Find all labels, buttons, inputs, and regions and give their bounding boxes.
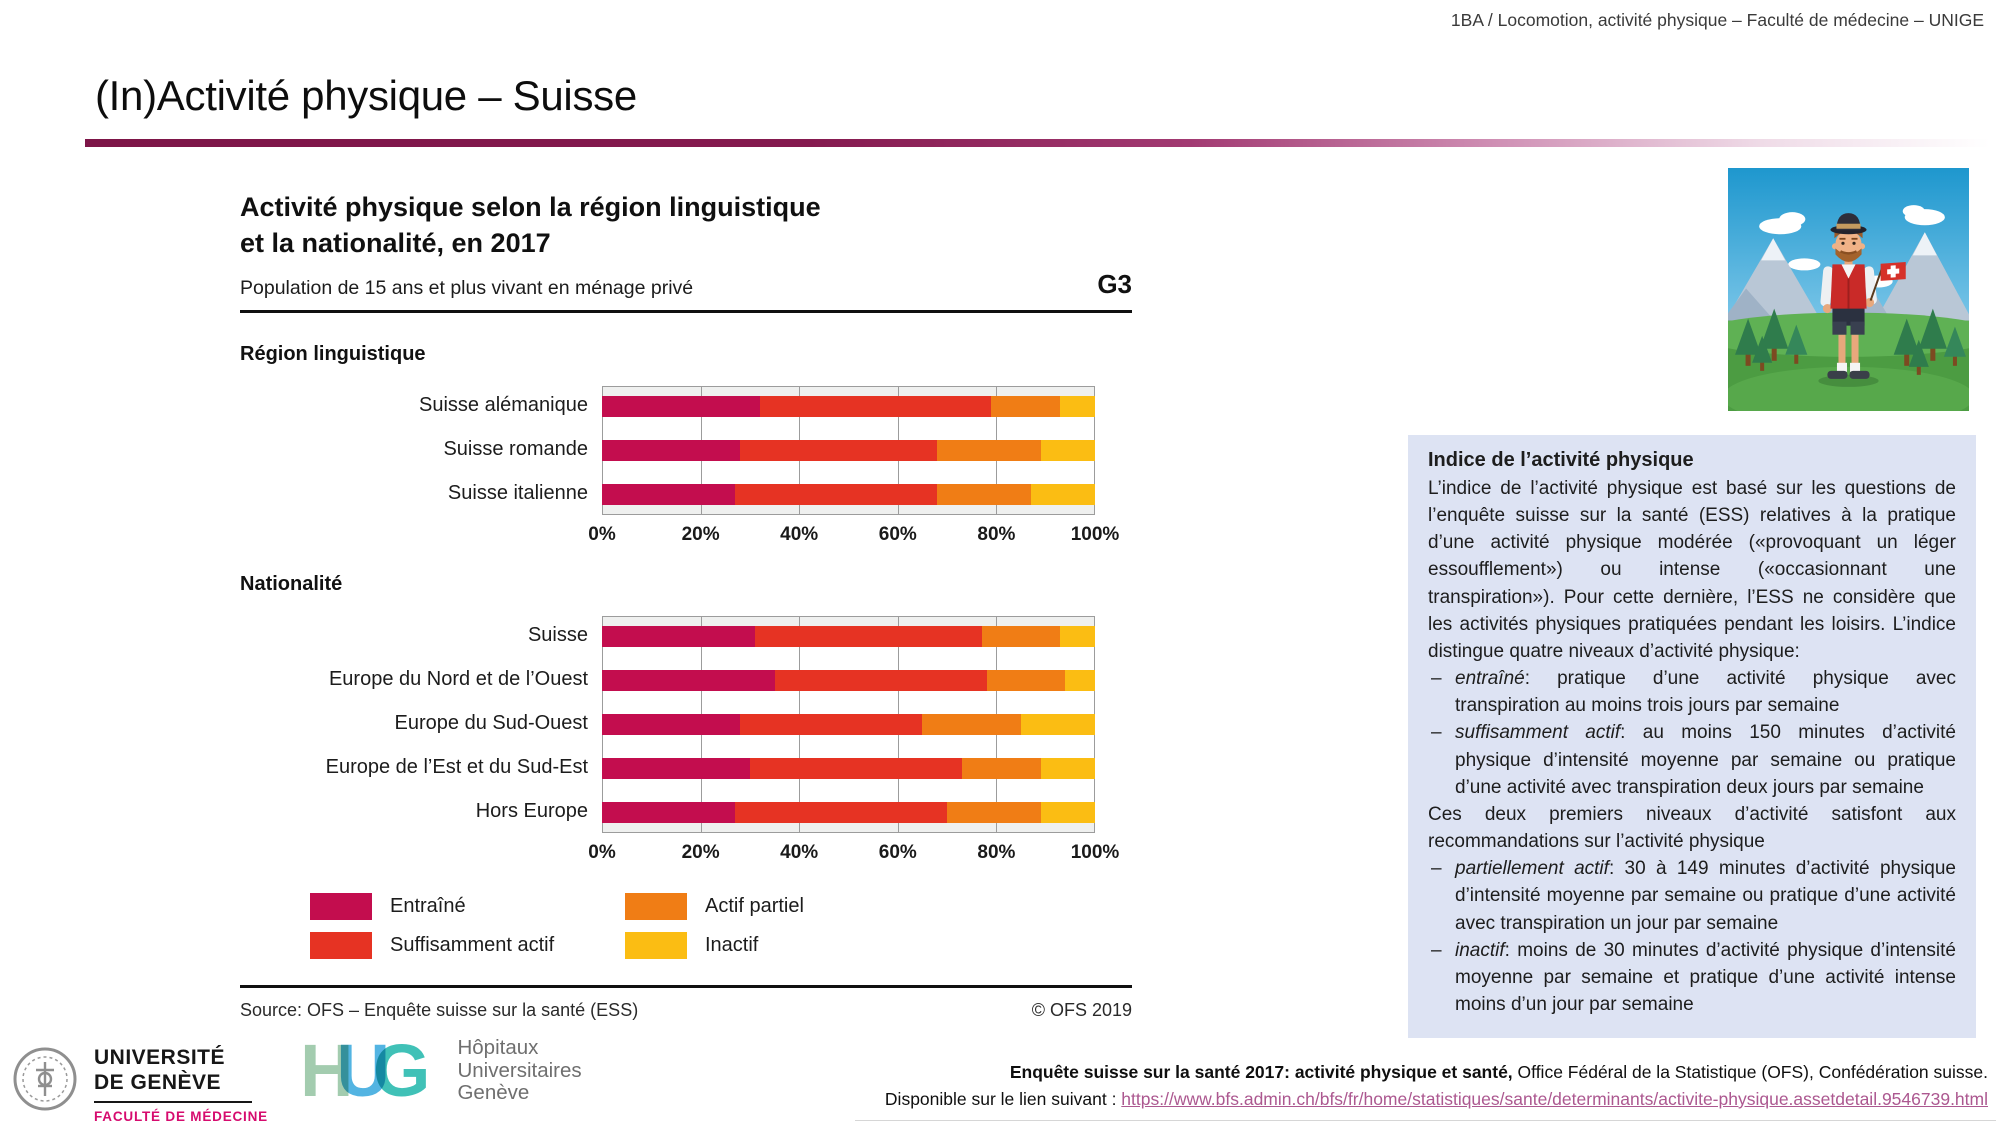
bar-segment: [602, 802, 735, 823]
figure-title-line2: et la nationalité, en 2017: [240, 227, 551, 258]
stacked-bar: [602, 802, 1095, 823]
bar-category-label: Suisse alémanique: [419, 394, 588, 417]
legend-swatch: [625, 932, 687, 959]
course-header-label: 1BA / Locomotion, activité physique – Faculté de médecine – UNIGE: [1450, 10, 1984, 30]
chart-plot-area: [602, 386, 1095, 515]
group-title-nationalite: Nationalité: [240, 573, 343, 596]
bar-segment: [602, 396, 760, 417]
unige-faculty-label: FACULTÉ DE MÉDECINE: [94, 1108, 268, 1124]
figure-copyright: © OFS 2019: [1031, 1000, 1132, 1021]
stacked-bar: [602, 670, 1095, 691]
axis-tick-label: 60%: [878, 524, 917, 546]
hug-text-line2: Universitaires: [457, 1058, 582, 1082]
citation-link[interactable]: https://www.bfs.admin.ch/bfs/fr/home/statistiques/sante/determinants/activite-physique.assetdetail.9546739.html: [1121, 1088, 1988, 1109]
stacked-bar: [602, 484, 1095, 505]
unige-name-line2: DE GENÈVE: [94, 1070, 222, 1094]
axis-tick-label: 40%: [780, 842, 819, 864]
hug-text-line3: Genève: [457, 1081, 530, 1105]
hug-logo: [300, 1029, 582, 1112]
info-list-item: – inactif: moins de 30 minutes d’activité physique d’intensité moyenne par semaine et pratique d’une activité intense moins d’un jour par semaine: [1431, 939, 1956, 1015]
axis-tick-label: 60%: [878, 842, 917, 864]
figure-title-line1: Activité physique selon la région linguistique: [240, 192, 821, 222]
stacked-bar: [602, 440, 1095, 461]
bar-segment: [1041, 440, 1095, 461]
axis-tick-label: 80%: [977, 842, 1016, 864]
figure-title: [240, 190, 1132, 261]
bar-segment: [735, 802, 947, 823]
hug-wordmark: [457, 1037, 581, 1106]
legend-item: [625, 932, 1132, 959]
legend-label: Actif partiel: [705, 895, 804, 918]
legend-swatch: [310, 893, 372, 920]
citation-link-prefix: Disponible sur le lien suivant :: [884, 1088, 1122, 1109]
swiss-man-illustration: [1728, 168, 1969, 411]
figure-top-rule: [240, 310, 1132, 313]
legend-item: [310, 893, 625, 920]
bar-segment: [1021, 714, 1095, 735]
bar-segment: [922, 714, 1021, 735]
chart-legend: [310, 893, 1132, 959]
bar-segment: [740, 440, 937, 461]
slide-title: (In)Activité physique – Suisse: [95, 72, 637, 120]
bar-segment: [750, 758, 962, 779]
bar-segment: [760, 396, 992, 417]
bar-segment: [962, 758, 1041, 779]
info-list-item: – partiellement actif: 30 à 149 minutes d’activité physique d’intensité moyenne par semaine ou pratique d’une activité avec transpiration un jour par semaine: [1431, 858, 1956, 934]
bar-segment: [1041, 802, 1095, 823]
unige-logo: [12, 1046, 268, 1124]
bar-segment: [602, 670, 775, 691]
bar-segment: [735, 484, 937, 505]
bar-category-label: Suisse italienne: [447, 482, 588, 505]
stacked-bar: [602, 396, 1095, 417]
bottom-rule: [855, 1120, 1996, 1121]
legend-label: Entraîné: [390, 895, 466, 918]
bar-segment: [602, 626, 755, 647]
info-box-title: Indice de l’activité physique: [1428, 449, 1694, 471]
hug-letter-h: H: [300, 1029, 337, 1112]
bar-category-label: Europe du Sud-Ouest: [394, 712, 588, 735]
bar-segment: [740, 714, 922, 735]
stacked-bar: [602, 714, 1095, 735]
x-axis: [588, 515, 1120, 551]
bar-segment: [1060, 626, 1095, 647]
shadow: [1818, 375, 1878, 387]
figure-code: G3: [1097, 269, 1132, 300]
axis-tick-label: 0%: [588, 842, 616, 864]
bar-segment: [755, 626, 982, 647]
title-rule: [85, 139, 1990, 147]
citation-title: Enquête suisse sur la santé 2017: activité physique et santé,: [1009, 1061, 1513, 1082]
figure-subtitle: Population de 15 ans et plus vivant en ménage privé: [240, 277, 694, 300]
axis-tick-label: 20%: [681, 842, 720, 864]
unige-divider: [94, 1101, 252, 1103]
legend-item: [625, 893, 1132, 920]
legend-label: Suffisamment actif: [390, 934, 555, 957]
citation-rest: Office Fédéral de la Statistique (OFS), Confédération suisse.: [1512, 1061, 1988, 1082]
bar-segment: [602, 440, 740, 461]
activity-index-info-box: [1408, 435, 1976, 1038]
info-list-item: – entraîné: pratique d’une activité physique avec transpiration au moins trois jours par semaine: [1431, 668, 1956, 717]
legend-swatch: [310, 932, 372, 959]
chart-plot-area: [602, 616, 1095, 833]
bar-category-label: Suisse romande: [443, 438, 588, 461]
hug-letters: [300, 1029, 433, 1112]
bar-category-label: Europe du Nord et de l’Ouest: [328, 668, 588, 691]
info-paragraph: Ces deux premiers niveaux d’activité satisfont aux recommandations sur l’activité physique: [1428, 803, 1956, 853]
ofs-figure-panel: [240, 190, 1132, 1021]
swiss-man-cartoon: [1728, 168, 1969, 411]
bar-category-label: Suisse: [527, 624, 588, 647]
bar-segment: [602, 714, 740, 735]
hug-letter-u: U: [336, 1029, 373, 1112]
figure-source: Source: OFS – Enquête suisse sur la santé (ESS): [240, 1000, 639, 1021]
bar-segment: [1060, 396, 1095, 417]
bar-chart-nationalite: [240, 616, 1132, 869]
bar-segment: [775, 670, 987, 691]
hug-text-line1: Hôpitaux: [457, 1035, 539, 1059]
bar-segment: [947, 802, 1041, 823]
reference-citation: [885, 1059, 1988, 1113]
x-axis: [588, 833, 1120, 869]
unige-name-line1: UNIVERSITÉ: [94, 1046, 226, 1069]
axis-tick-label: 100%: [1070, 524, 1120, 546]
bar-segment: [602, 484, 735, 505]
info-list-item: – suffisamment actif: au moins 150 minutes d’activité physique d’intensité moyenne par semaine ou pratique d’une activité avec transpiration deux jours par semaine: [1431, 722, 1957, 798]
axis-tick-label: 40%: [780, 524, 819, 546]
axis-tick-label: 0%: [588, 524, 616, 546]
bar-segment: [987, 670, 1066, 691]
unige-seal-icon: [12, 1046, 78, 1112]
legend-swatch: [625, 893, 687, 920]
bar-segment: [1031, 484, 1095, 505]
axis-tick-label: 100%: [1070, 842, 1120, 864]
bar-chart-region-linguistique: [240, 386, 1132, 551]
bar-category-label: Europe de l’Est et du Sud-Est: [325, 756, 588, 779]
bar-segment: [982, 626, 1061, 647]
bar-segment: [1041, 758, 1095, 779]
axis-tick-label: 80%: [977, 524, 1016, 546]
bar-segment: [1065, 670, 1095, 691]
bar-segment: [991, 396, 1060, 417]
hug-letter-g: G: [372, 1029, 414, 1112]
legend-item: [310, 932, 625, 959]
figure-bottom-rule: [240, 985, 1132, 988]
axis-tick-label: 20%: [681, 524, 720, 546]
bar-segment: [937, 484, 1031, 505]
info-paragraph: L’indice de l’activité physique est basé sur les questions de l’enquête suisse sur la santé (ESS) relatives à la pratique d’une activité physique modérée («provoquant un léger essoufflement») ou intense («occasionnant une transpiration»). Pour cette dernière, l’ESS ne considère que les activités physiques pratiquées pendant les loisirs. L’indice distingue quatre niveaux d’activité physique:: [1428, 478, 1956, 662]
group-title-region: Région linguistique: [240, 343, 426, 366]
bar-category-label: Hors Europe: [475, 800, 588, 823]
bar-segment: [602, 758, 750, 779]
stacked-bar: [602, 626, 1095, 647]
stacked-bar: [602, 758, 1095, 779]
legend-label: Inactif: [705, 934, 759, 957]
bar-segment: [937, 440, 1041, 461]
